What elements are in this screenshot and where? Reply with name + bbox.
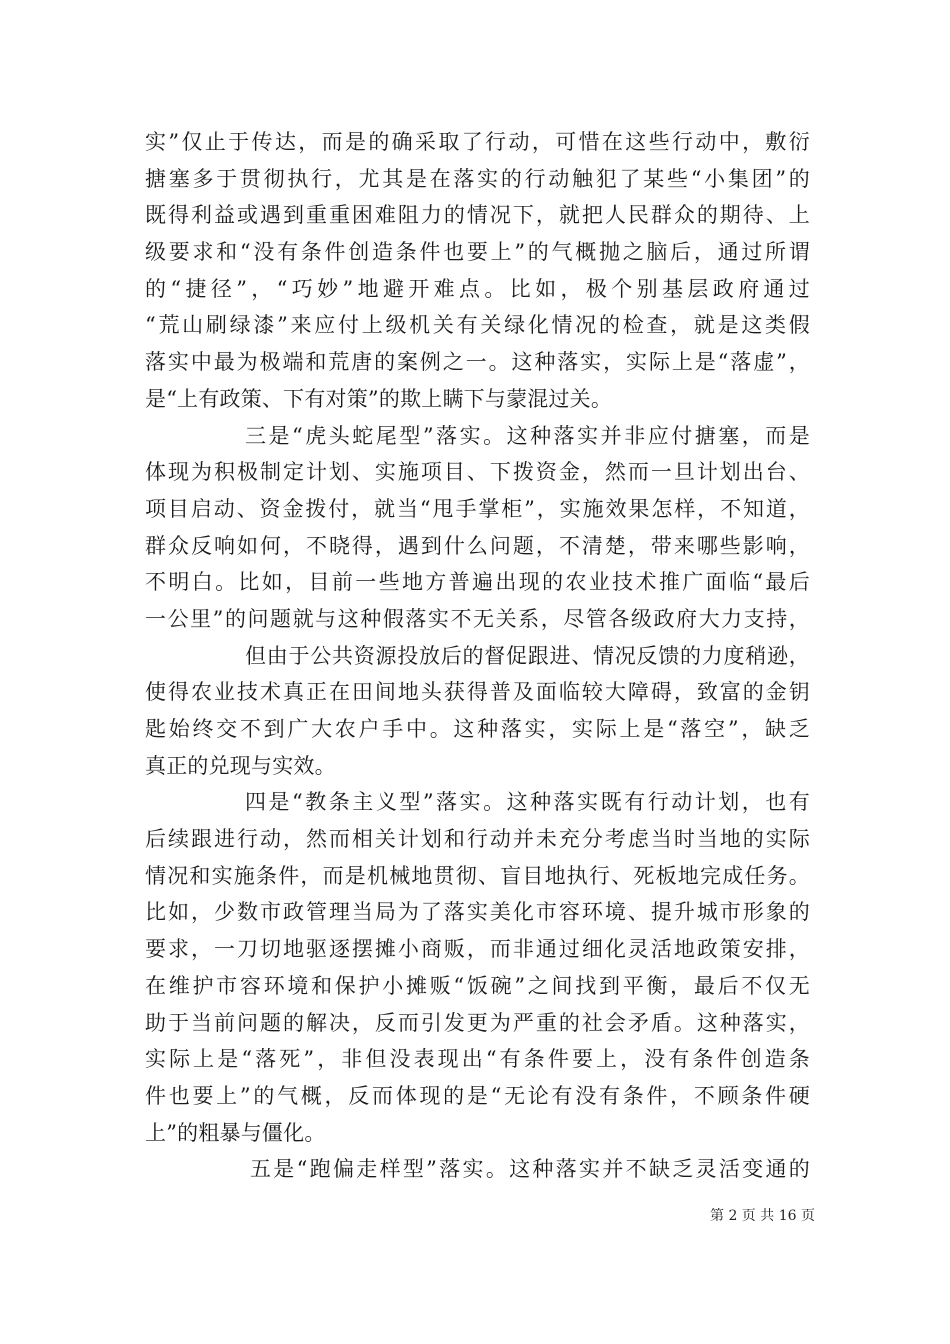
- document-body: [145, 124, 810, 1188]
- text-line: 群众反响如何，不晓得，遇到什么问题，不清楚，带来哪些影响，: [145, 533, 810, 558]
- text-line: 是“上有政策、下有对策”的欺上瞒下与蒙混过关。: [145, 386, 613, 411]
- text-line: 使得农业技术真正在田间地头获得普及面临较大障碍，致富的金钥: [145, 680, 810, 705]
- text-line: 后续跟进行动，然而相关计划和行动并未充分考虑当时当地的实际: [145, 827, 810, 852]
- paragraph-2: [145, 418, 810, 638]
- text-line: 不明白。比如，目前一些地方普遍出现的农业技术推广面临“最后: [145, 570, 810, 595]
- text-line: 级要求和“没有条件创造条件也要上”的气概抛之脑后，通过所谓: [145, 240, 810, 265]
- paragraph-3: [145, 638, 810, 785]
- paragraph-1: [145, 124, 810, 418]
- text-line: 上”的粗暴与僵化。: [145, 1120, 326, 1145]
- text-line: “荒山刷绿漆”来应付上级机关有关绿化情况的检查，就是这类假: [145, 313, 810, 338]
- text-line: 搪塞多于贯彻执行，尤其是在落实的行动触犯了某些“小集团”的: [145, 166, 810, 191]
- text-line: 三是“虎头蛇尾型”落实。这种落实并非应付搪塞，而是: [245, 423, 810, 448]
- text-line: 实”仅止于传达，而是的确采取了行动，可惜在这些行动中，敷衍: [145, 130, 810, 154]
- text-line: 落实中最为极端和荒唐的案例之一。这种落实，实际上是“落虚”，: [145, 350, 810, 375]
- text-line: 既得利益或遇到重重困难阻力的情况下，就把人民群众的期待、上: [145, 203, 810, 228]
- text-line: 要求，一刀切地驱逐摆摊小商贩，而非通过细化灵活地政策安排，: [145, 937, 810, 962]
- text-line: 项目启动、资金拨付，就当“甩手掌柜”，实施效果怎样，不知道，: [145, 496, 810, 521]
- text-line: 但由于公共资源投放后的督促跟进、情况反馈的力度稍逊，: [245, 643, 810, 668]
- text-line: 四是“教条主义型”落实。这种落实既有行动计划，也有: [245, 790, 810, 815]
- text-line: 真正的兑现与实效。: [145, 753, 336, 778]
- text-line: 五是“跑偏走样型”落实。这种落实并不缺乏灵活变通的: [250, 1157, 810, 1182]
- text-line: 一公里”的问题就与这种假落实不无关系，尽管各级政府大力支持，: [145, 606, 810, 631]
- text-line: 助于当前问题的解决，反而引发更为严重的社会矛盾。这种落实，: [145, 1010, 810, 1035]
- paragraph-4: [145, 784, 810, 1151]
- page-number-footer: 第 2 页 共 16 页: [710, 1208, 815, 1224]
- paragraph-5: [145, 1151, 810, 1188]
- text-line: 情况和实施条件，而是机械地贯彻、盲目地执行、死板地完成任务。: [145, 863, 810, 888]
- text-line: 体现为积极制定计划、实施项目、下拨资金，然而一旦计划出台、: [145, 460, 810, 485]
- text-line: 比如，少数市政管理当局为了落实美化市容环境、提升城市形象的: [145, 900, 810, 925]
- text-line: 件也要上”的气概，反而体现的是“无论有没有条件，不顾条件硬: [145, 1083, 810, 1108]
- text-line: 的“捷径”，“巧妙”地避开难点。比如，极个别基层政府通过: [145, 276, 810, 301]
- text-line: 匙始终交不到广大农户手中。这种落实，实际上是“落空”，缺乏: [145, 717, 810, 741]
- text-line: 在维护市容环境和保护小摊贩“饭碗”之间找到平衡，最后不仅无: [145, 973, 810, 998]
- text-line: 实际上是“落死”，非但没表现出“有条件要上，没有条件创造条: [145, 1047, 810, 1072]
